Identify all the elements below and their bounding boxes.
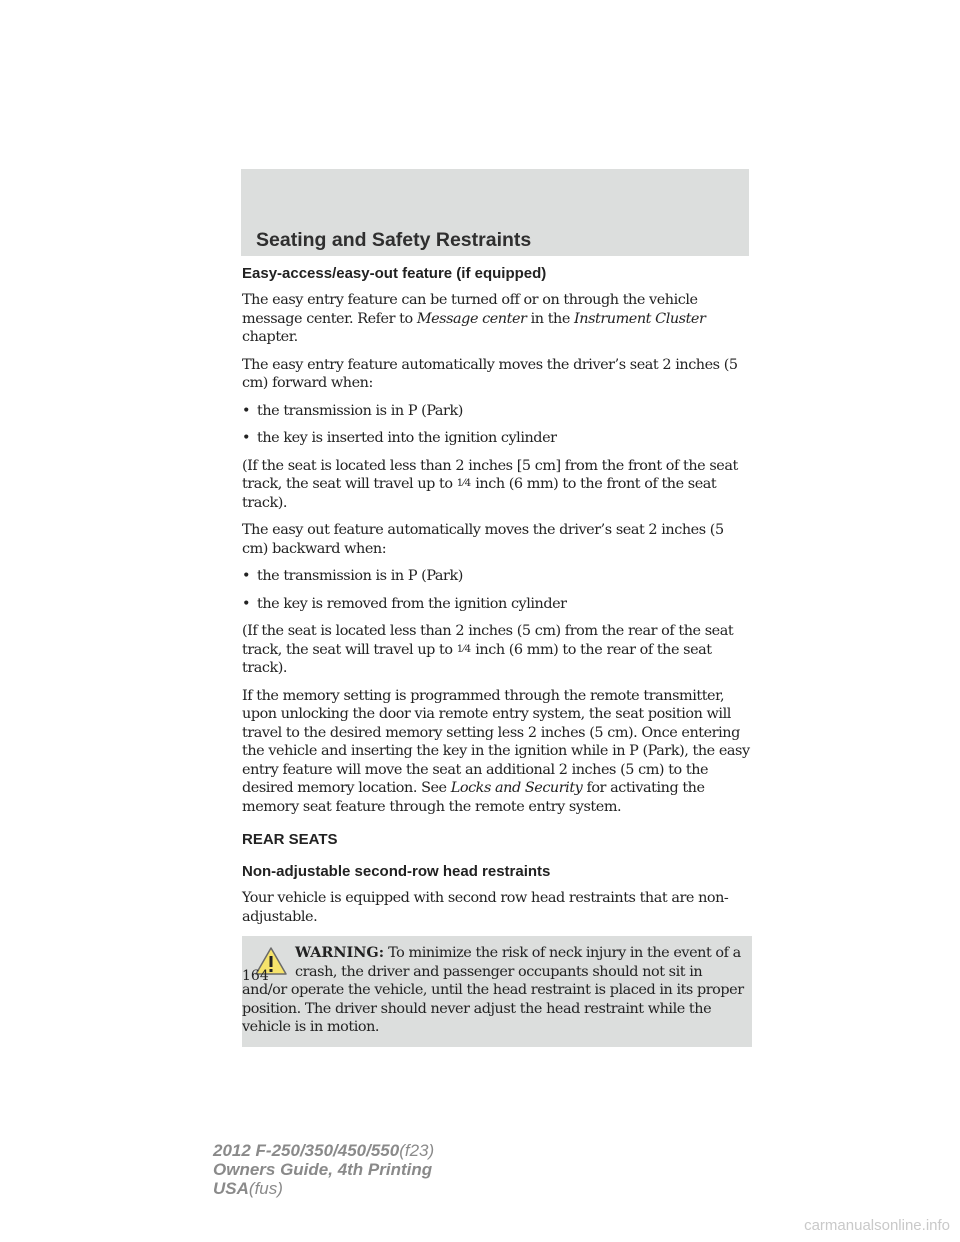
text-run: inch (6 mm) to the front of the seat track). — [242, 476, 717, 511]
text-run: chapter. — [242, 329, 298, 345]
warning-text: To minimize the risk of neck injury in the event of a crash, the driver and passenger occupants should not sit in — [295, 945, 741, 980]
text-run: If the memory setting is programmed through the remote transmitter, upon unlocking the door via remote entry system, the seat position will travel to the desired memory setting less 2 inches (5 cm). Once entering the vehicle and inserting the key in the ignition while in P (Park), the easy entry feature will move the seat an additional 2 inches (5 cm) to the desired memory location. See — [242, 687, 750, 796]
footer-print-info — [213, 1141, 434, 1198]
footer-line-model — [213, 1141, 434, 1160]
list-item — [242, 429, 752, 448]
watermark: carmanualsonline.info — [804, 1217, 950, 1234]
bullet-icon: • — [242, 568, 251, 584]
footer-model-code: (f23) — [399, 1141, 435, 1160]
warning-first-line — [242, 944, 744, 981]
text-run: (If the seat is located less than 2 inches [5 cm] from the front of the seat track, the seat will travel up to — [242, 457, 738, 492]
paragraph-memory-setting — [242, 687, 752, 817]
section-heading-easy-access: Easy-access/easy-out feature (if equipped) — [242, 265, 547, 282]
bullet-icon: • — [242, 402, 251, 419]
text-run: The easy entry feature can be turned off or on through the vehicle message center. Refer to — [242, 292, 698, 327]
warning-box — [242, 936, 752, 1047]
text-run: inch (6 mm) to the rear of the seat track). — [242, 641, 712, 676]
footer-line-guide: Owners Guide, 4th Printing — [213, 1160, 433, 1179]
bullet-icon: • — [242, 595, 251, 612]
warning-rest: and/or operate the vehicle, until the head restraint is placed in its proper position. The driver should never adjust the head restraint while the vehicle is in motion. — [242, 982, 744, 1035]
footer-line-region — [213, 1179, 434, 1198]
footer-region: USA — [213, 1179, 249, 1198]
section-heading-rear-seats: REAR SEATS — [242, 831, 338, 848]
list-item-text: the transmission is in P (Park) — [257, 568, 463, 584]
text-run: (If the seat is located less than 2 inches (5 cm) from the rear of the seat track, the seat will travel up to — [242, 623, 734, 658]
page-content — [242, 264, 752, 1047]
footer-model: 2012 F-250/350/450/550 — [213, 1141, 400, 1160]
reference-message-center: Message center — [416, 310, 527, 327]
list-item — [242, 567, 752, 586]
list-item-text: the transmission is in P (Park) — [257, 402, 463, 419]
paragraph-easy-entry: The easy entry feature automatically moves the driver’s seat 2 inches (5 cm) forward when: — [242, 356, 738, 391]
fraction: 1⁄4 — [456, 643, 472, 655]
paragraph-easy-out: The easy out feature automatically moves the driver’s seat 2 inches (5 cm) backward when: — [242, 522, 724, 557]
reference-instrument-cluster: Instrument Cluster — [574, 310, 706, 327]
paragraph-head-restraints: Your vehicle is equipped with second row head restraints that are non-adjustable. — [242, 890, 729, 925]
bullet-icon: • — [242, 430, 251, 446]
text-run: for activating the memory seat feature through the remote entry system. — [242, 780, 705, 815]
list-item-text: the key is inserted into the ignition cylinder — [257, 430, 557, 446]
list-item — [242, 402, 752, 421]
list-item — [242, 595, 752, 614]
paragraph-rear-travel — [242, 622, 752, 678]
text-run: in the — [526, 310, 575, 327]
page-number: 164 — [242, 968, 269, 984]
paragraph-message-center — [242, 291, 752, 347]
subheading-head-restraints: Non-adjustable second-row head restraints — [242, 863, 551, 880]
chapter-title: Seating and Safety Restraints — [256, 229, 532, 251]
warning-label: WARNING: — [295, 944, 385, 961]
footer-region-code: (fus) — [248, 1179, 283, 1198]
paragraph-front-travel — [242, 457, 752, 513]
reference-locks-and-security: Locks and Security — [450, 780, 583, 796]
list-item-text: the key is removed from the ignition cylinder — [257, 595, 567, 612]
fraction: 1⁄4 — [456, 478, 472, 489]
